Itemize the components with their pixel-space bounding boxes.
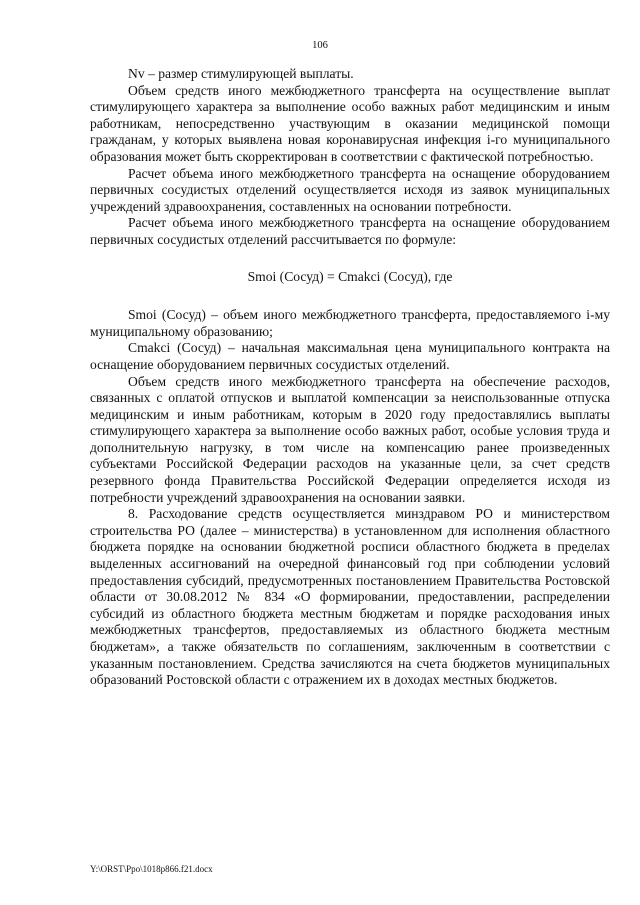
paragraph: Объем средств иного межбюджетного трансферта на осуществление выплат стимулирующего характера за выполнение особо важных работ медицинским и иным работникам, непосредственно участвующим в оказании медицинской помощи гражданам, у которых выявлена новая коронавирусная инфекция i-го муниципального образования может быть скорректирован в соответствии с фактической потребностью. — [90, 82, 610, 164]
paragraph: Расчет объема иного межбюджетного трансферта на оснащение оборудованием первичных сосудистых отделений осуществляется исходя из заявок муниципальных учреждений здравоохранения, составленных на основании потребности. — [90, 165, 610, 214]
paragraph: 8. Расходование средств осуществляется минздравом РО и министерством строительства РО (далее – министерства) в установленном для исполнения областного бюджета порядке на основании бюджетной росписи областного бюджета в пределах выделенных ассигнований на очередной финансовый год при соблюдении условий предоставления субсидий, предусмотренных постановлением Правительства Ростовской области от 30.08.2012 № 834 «О формировании, предоставлении, распределении субсидий из областного бюджета местным бюджетам и порядке расходования иных межбюджетных трансфертов, предоставляемых из областного бюджета местным бюджетам», а также обязательств по соглашениям, заключенным в соответствии с указанным постановлением. Средства зачисляются на счета бюджетов муниципальных образований Ростовской области с отражением их в доходах местных бюджетов. — [90, 506, 610, 688]
paragraph: Объем средств иного межбюджетного трансферта на обеспечение расходов, связанных с оплатой отпусков и выплатой компенсации за неиспользованные отпуска медицинским и иным работникам, которым в 2020 году предоставлялись выплаты стимулирующего характера за выполнение особо важных работ, особые условия труда и дополнительную нагрузку, в том числе на компенсацию ранее произведенных субъектами Российской Федерации расходов на указанные цели, за счет средств резервного фонда Правительства Российской Федерации определяется исходя из потребности учреждений здравоохранения на основании заявки. — [90, 373, 610, 505]
formula: Smoi (Сосуд) = Cmakci (Сосуд), где — [247, 268, 453, 284]
paragraph: Расчет объема иного межбюджетного трансферта на оснащение оборудованием первичных сосудистых отделений рассчитывается по формуле: — [90, 215, 610, 247]
paragraph: Cmakci (Сосуд) – начальная максимальная цена муниципального контракта на оснащение оборудованием первичных сосудистых отделений. — [90, 340, 610, 372]
page-number: 106 — [312, 40, 328, 51]
paragraph: Nv – размер стимулирующей выплаты. — [128, 66, 354, 81]
file-path-footer: Y:\ORST\Ppo\1018p866.f21.docx — [90, 864, 213, 874]
paragraph: Smoi (Сосуд) – объем иного межбюджетного трансферта, предоставляемого i-му муниципальному образованию; — [90, 307, 610, 339]
document-body — [90, 66, 610, 689]
